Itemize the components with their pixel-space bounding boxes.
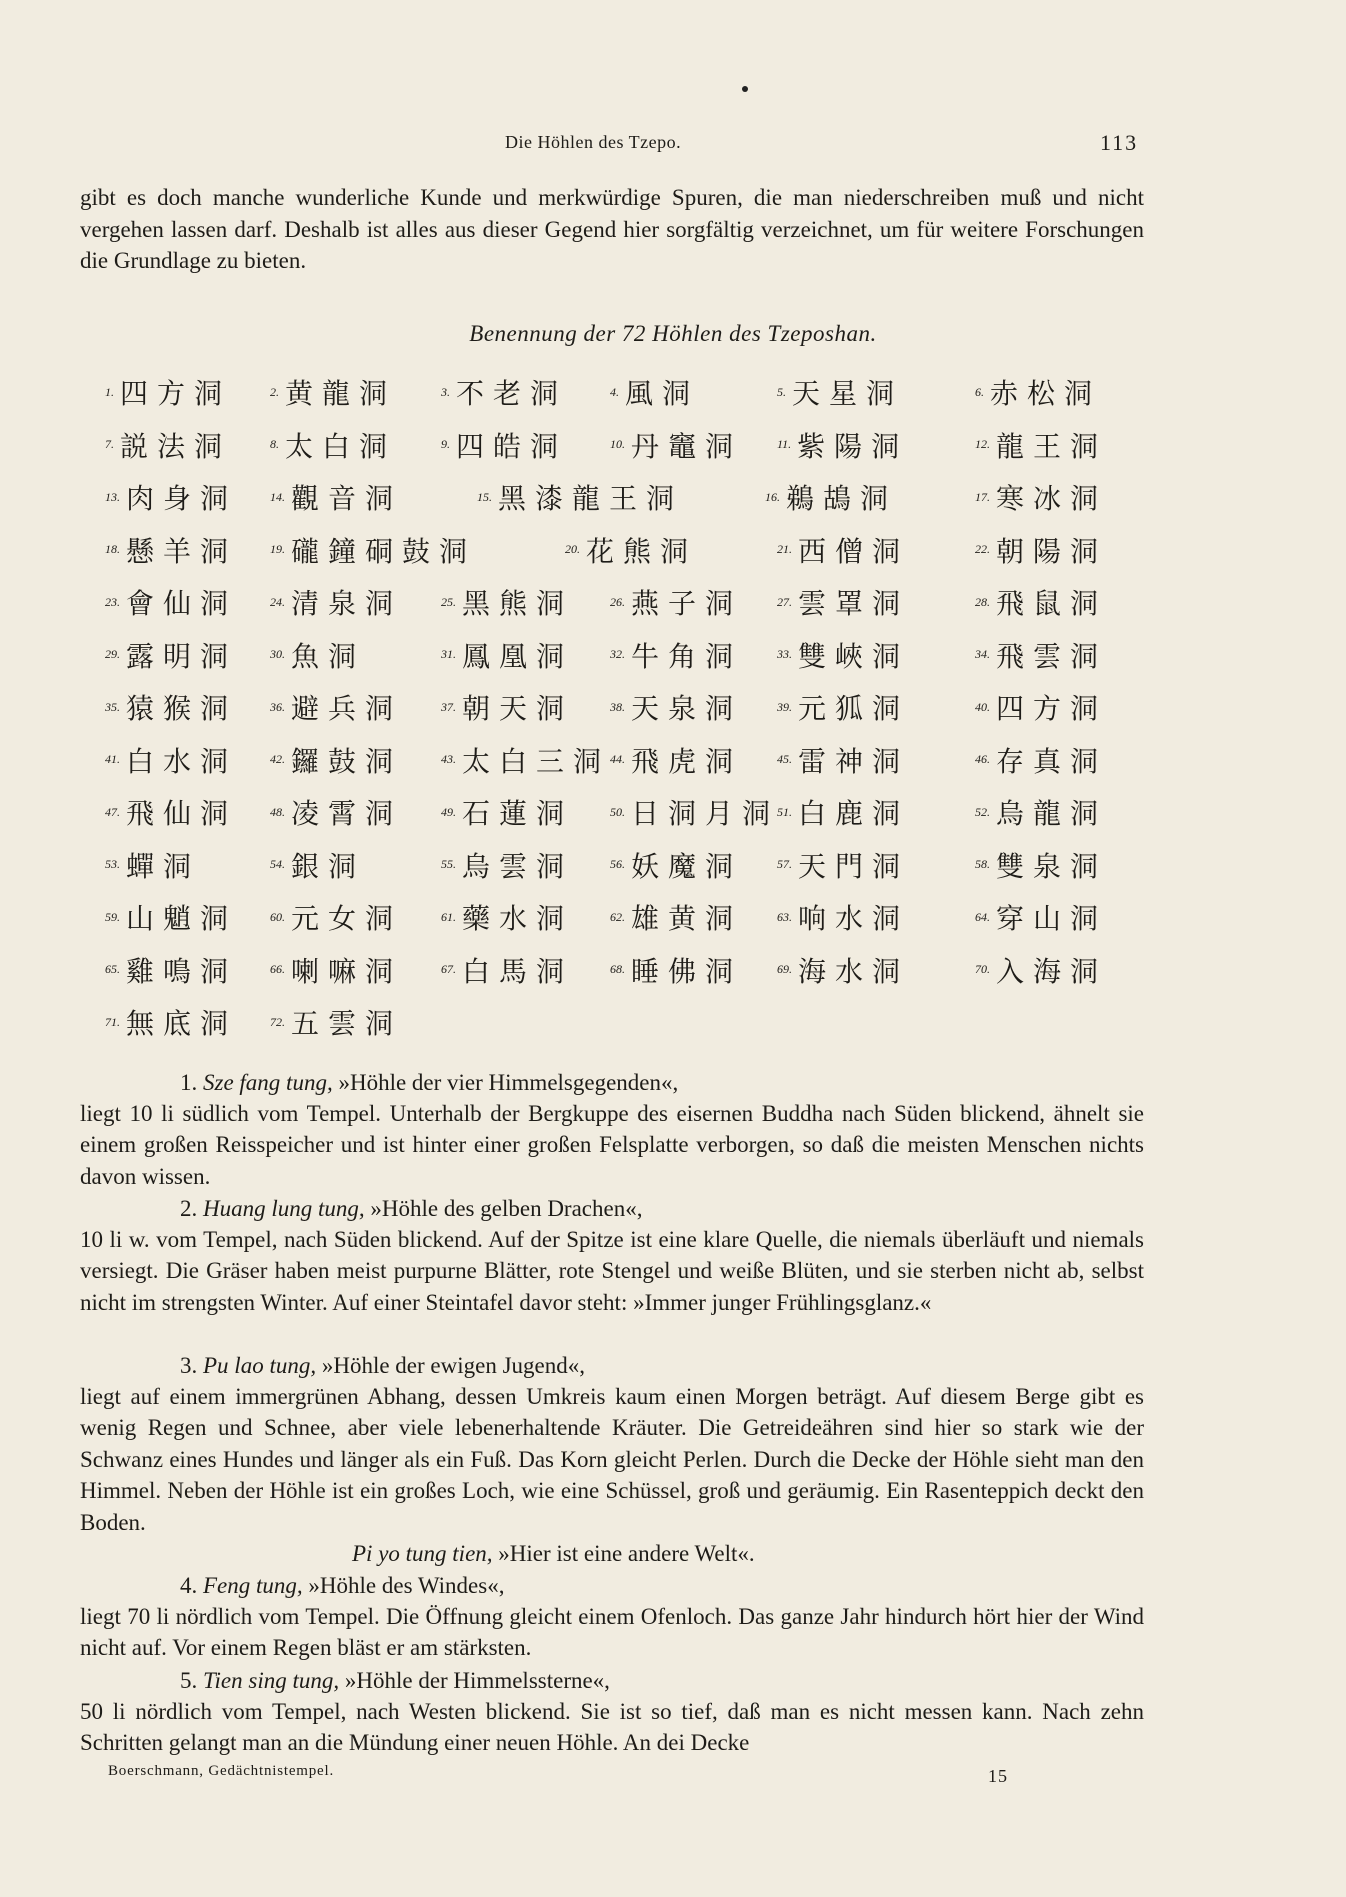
- cave-entry: [105, 897, 237, 937]
- cave-number: 65.: [105, 962, 120, 976]
- cave-entry: [975, 792, 1107, 832]
- cave-number: 47.: [105, 804, 120, 819]
- cave-names-table: [105, 372, 1135, 1055]
- cave-number: 12.: [975, 437, 990, 451]
- cave-number: 22.: [975, 542, 990, 556]
- cave-entry: [105, 425, 231, 465]
- cave-name: 白馬洞: [462, 954, 574, 988]
- cave-row: [105, 740, 1135, 793]
- cave-name: 睡佛洞: [631, 954, 743, 988]
- cave-number: 31.: [441, 647, 456, 661]
- cave-entry: [777, 740, 909, 780]
- cave-name: 烏龍洞: [996, 797, 1108, 830]
- footer-signature: Boerschmann, Gedächtnistempel.: [108, 1763, 335, 1779]
- cave-entry: [975, 477, 1107, 517]
- entry-number: 3.: [180, 1353, 198, 1378]
- entry-body: 10 li w. vom Tempel, nach Süden blickend. Auf der Spitze ist eine klare Quelle, die niemals überläuft und niemals versiegt. Die Gräser haben meist purpurne Blätter, rote Stengel und weiße Blüten, und sie sterben nicht ab, selbst nicht im strengsten Winter. Auf einer Steintafel davor steht: »Immer junger Frühlingsglanz.«: [80, 1227, 1144, 1315]
- cave-number: 69.: [777, 962, 792, 976]
- cave-number: 8.: [270, 437, 279, 451]
- cave-name: 肉身洞: [126, 482, 238, 515]
- cave-number: 26.: [610, 594, 625, 609]
- cave-row: [105, 687, 1135, 740]
- cave-number: 46.: [975, 752, 990, 766]
- cave-number: 60.: [270, 909, 285, 924]
- cave-entry: [105, 687, 237, 727]
- cave-name: 龍王洞: [996, 429, 1108, 463]
- entry-number: 1.: [180, 1070, 198, 1095]
- cave-name: 紫陽洞: [797, 429, 909, 463]
- cave-name: 太白洞: [285, 429, 397, 463]
- cave-number: 21.: [777, 542, 792, 556]
- cave-entry: [270, 897, 402, 937]
- cave-entry: [975, 897, 1107, 937]
- cave-row: [105, 582, 1135, 635]
- cave-number: 42.: [270, 752, 285, 766]
- cave-number: 15.: [477, 489, 492, 504]
- cave-name: 觀音洞: [291, 482, 403, 515]
- cave-name: 雷神洞: [798, 744, 910, 778]
- cave-number: 25.: [441, 594, 456, 609]
- cave-name: 天門洞: [798, 849, 910, 883]
- ink-dot: [742, 86, 748, 92]
- cave-entry: [975, 950, 1107, 990]
- cave-number: 68.: [610, 962, 625, 976]
- cave-entry: [777, 425, 908, 465]
- cave-row: [105, 792, 1135, 845]
- cave-entry: [565, 530, 697, 570]
- cave-number: 30.: [270, 647, 285, 661]
- cave-number: 35.: [105, 699, 120, 714]
- cave-entry: [105, 477, 237, 517]
- cave-name: 山魈洞: [126, 902, 238, 935]
- cave-row: [105, 897, 1135, 950]
- cave-number: 40.: [975, 699, 990, 714]
- entry-heading: [180, 1665, 610, 1696]
- cave-number: 52.: [975, 804, 990, 819]
- entry-romanization: Tien sing tung,: [203, 1668, 340, 1693]
- cave-name: 黑熊洞: [462, 587, 574, 620]
- motto-romanization: Pi yo tung tien,: [352, 1541, 493, 1566]
- cave-name: 元女洞: [291, 902, 403, 935]
- cave-name: 四方洞: [120, 377, 232, 410]
- cave-name: 四皓洞: [456, 429, 568, 463]
- cave-name: 懸羊洞: [126, 534, 238, 568]
- cave-entry: [975, 425, 1107, 465]
- cave-number: 28.: [975, 594, 990, 609]
- cave-entry: [441, 792, 573, 832]
- cave-number: 10.: [610, 437, 625, 451]
- cave-number: 24.: [270, 594, 285, 609]
- cave-number: 53.: [105, 857, 120, 871]
- cave-name: 會仙洞: [126, 587, 238, 620]
- cave-number: 5.: [777, 384, 786, 399]
- cave-entry: [105, 582, 237, 622]
- cave-entry: [270, 530, 476, 570]
- cave-entry: [270, 792, 402, 832]
- cave-entry: [441, 687, 573, 727]
- cave-name: 白水洞: [126, 744, 238, 778]
- cave-entry: [270, 740, 402, 780]
- cave-name: 元狐洞: [798, 692, 910, 725]
- cave-number: 62.: [610, 909, 625, 924]
- cave-name: 飛鼠洞: [996, 587, 1108, 620]
- page-number: 113: [1100, 130, 1139, 155]
- cave-name: 赤松洞: [990, 377, 1102, 410]
- cave-number: 23.: [105, 594, 120, 609]
- cave-number: 43.: [441, 752, 456, 766]
- entry-body: liegt 70 li nördlich vom Tempel. Die Öffnung gleicht einem Ofenloch. Das ganze Jahr hindurch hört hier der Wind nicht auf. Vor einem Regen bläst er am stärksten.: [80, 1604, 1144, 1661]
- cave-name: 魚洞: [291, 639, 366, 673]
- cave-number: 19.: [270, 542, 285, 556]
- cave-entry: [270, 1002, 402, 1042]
- cave-name: 凌霄洞: [291, 797, 403, 830]
- cave-number: 32.: [610, 647, 625, 661]
- cave-number: 2.: [270, 384, 279, 399]
- cave-entry: [777, 530, 909, 570]
- cave-row: [105, 950, 1135, 1003]
- cave-entry: [610, 425, 742, 465]
- entry-heading: [180, 1193, 642, 1224]
- cave-entry: [270, 950, 402, 990]
- cave-entry: [105, 845, 200, 885]
- cave-name: 雞鳴洞: [126, 954, 238, 988]
- cave-name: 石蓮洞: [462, 797, 574, 830]
- cave-name: 朝陽洞: [996, 534, 1108, 568]
- cave-entry: [777, 582, 909, 622]
- cave-name: 烏雲洞: [462, 849, 574, 883]
- cave-list-title: Benennung der 72 Höhlen des Tzeposhan.: [469, 321, 877, 346]
- cave-name: 礲鐘硐鼓洞: [291, 534, 477, 568]
- cave-name: 西僧洞: [798, 534, 910, 568]
- cave-name: 猿猴洞: [126, 692, 238, 725]
- cave-row: [105, 530, 1135, 583]
- cave-name: 鑼鼓洞: [291, 744, 403, 778]
- cave-name: 寒冰洞: [996, 482, 1108, 515]
- entry-translation: »Höhle der vier Himmelsgegenden«,: [338, 1070, 679, 1095]
- cave-number: 50.: [610, 804, 625, 819]
- cave-number: 48.: [270, 804, 285, 819]
- cave-number: 58.: [975, 857, 990, 871]
- cave-number: 59.: [105, 909, 120, 924]
- cave-number: 55.: [441, 857, 456, 871]
- cave-entry: [441, 372, 567, 412]
- cave-entry: [610, 897, 742, 937]
- cave-entry: [105, 792, 237, 832]
- cave-entry: [441, 740, 610, 780]
- cave-entry: [270, 372, 396, 412]
- cave-name: 飛仙洞: [126, 797, 238, 830]
- cave-entry: [610, 687, 742, 727]
- cave-number: 51.: [777, 804, 792, 819]
- cave-number: 1.: [105, 384, 114, 399]
- cave-entry: [610, 740, 742, 780]
- entry-translation: »Höhle der Himmelssterne«,: [344, 1668, 610, 1693]
- cave-name: 雙泉洞: [996, 849, 1108, 883]
- cave-entry: [477, 477, 683, 517]
- cave-number: 70.: [975, 962, 990, 976]
- cave-name: 响水洞: [798, 902, 910, 935]
- cave-entry: [610, 635, 742, 675]
- cave-number: 57.: [777, 857, 792, 871]
- cave-name: 露明洞: [126, 639, 238, 673]
- cave-number: 9.: [441, 437, 450, 451]
- cave-entry: [270, 687, 402, 727]
- cave-name: 白鹿洞: [798, 797, 910, 830]
- cave-entry: [777, 950, 909, 990]
- cave-number: 3.: [441, 384, 450, 399]
- cave-name: 黑漆龍王洞: [498, 482, 684, 515]
- cave-name: 海水洞: [798, 954, 910, 988]
- cave-name: 妖魔洞: [631, 849, 743, 883]
- entry-body: 50 li nördlich vom Tempel, nach Westen blickend. Sie ist so tief, daß man es nicht messen kann. Nach zehn Schritten gelangt man an die Mündung einer neuen Höhle. An dei Decke: [80, 1699, 1144, 1756]
- cave-name: 藥水洞: [462, 902, 574, 935]
- running-header: Die Höhlen des Tzepo.: [505, 132, 682, 152]
- cave-number: 72.: [270, 1014, 285, 1029]
- cave-number: 16.: [765, 489, 780, 504]
- cave-number: 64.: [975, 909, 990, 924]
- cave-entry: [765, 477, 897, 517]
- cave-name: 説法洞: [120, 429, 232, 463]
- cave-number: 61.: [441, 909, 456, 924]
- cave-entry: [441, 425, 567, 465]
- cave-entry: [777, 792, 909, 832]
- cave-number: 37.: [441, 699, 456, 714]
- cave-row: [105, 372, 1135, 425]
- entry-romanization: Pu lao tung,: [203, 1353, 317, 1378]
- cave-entry: [270, 425, 396, 465]
- cave-number: 71.: [105, 1014, 120, 1029]
- entry-number: 2.: [180, 1196, 198, 1221]
- cave-entry: [975, 740, 1107, 780]
- intro-paragraph: gibt es doch manche wunderliche Kunde und merkwürdige Spuren, die man niederschreiben muß und nicht vergehen lassen darf. Deshalb ist alles aus dieser Gegend hier sorgfältig verzeichnet, um für weitere Forschungen die Grundlage zu bieten.: [80, 185, 1144, 273]
- cave-row: [105, 425, 1135, 478]
- cave-number: 17.: [975, 489, 990, 504]
- cave-number: 20.: [565, 542, 580, 556]
- cave-entry: [610, 582, 742, 622]
- cave-entry: [610, 845, 742, 885]
- cave-number: 67.: [441, 962, 456, 976]
- cave-name: 雙峽洞: [798, 639, 910, 673]
- cave-number: 56.: [610, 857, 625, 871]
- cave-number: 36.: [270, 699, 285, 714]
- cave-name: 天星洞: [792, 377, 904, 410]
- entry-body: liegt 10 li südlich vom Tempel. Unterhalb der Bergkuppe des eisernen Buddha nach Süden blickend, ähnelt sie einem großen Reisspeicher und ist hinter einer großen Felsplatte verborgen, so daß die meisten Menschen nichts davon wissen.: [80, 1101, 1144, 1189]
- cave-entry: [975, 530, 1107, 570]
- entry-heading: [180, 1570, 504, 1601]
- cave-number: 6.: [975, 384, 984, 399]
- cave-number: 49.: [441, 804, 456, 819]
- entry-romanization: Huang lung tung,: [203, 1196, 365, 1221]
- cave-row: [105, 477, 1135, 530]
- cave-name: 銀洞: [291, 849, 366, 883]
- entry-romanization: Feng tung,: [203, 1573, 303, 1598]
- entry-translation: »Höhle des Windes«,: [308, 1573, 505, 1598]
- cave-entry: [105, 635, 237, 675]
- cave-row: [105, 1002, 1135, 1055]
- cave-name: 朝天洞: [462, 692, 574, 725]
- cave-number: 45.: [777, 752, 792, 766]
- cave-entry: [441, 635, 573, 675]
- cave-number: 39.: [777, 699, 792, 714]
- cave-entry: [777, 845, 909, 885]
- cave-entry: [777, 897, 909, 937]
- cave-entry: [270, 477, 402, 517]
- cave-entry: [975, 845, 1107, 885]
- entry-number: 5.: [180, 1668, 198, 1693]
- cave-number: 54.: [270, 857, 285, 871]
- entry-motto: [352, 1538, 755, 1569]
- cave-entry: [105, 1002, 237, 1042]
- cave-name: 避兵洞: [291, 692, 403, 725]
- cave-entry: [777, 635, 909, 675]
- entry-number: 4.: [180, 1573, 198, 1598]
- cave-name: 鳳凰洞: [462, 639, 574, 673]
- cave-entry: [270, 635, 365, 675]
- cave-name: 飛虎洞: [631, 744, 743, 778]
- cave-entry: [105, 740, 237, 780]
- cave-number: 4.: [610, 384, 619, 399]
- cave-name: 牛角洞: [631, 639, 743, 673]
- cave-name: 天泉洞: [631, 692, 743, 725]
- cave-number: 29.: [105, 647, 120, 661]
- cave-name: 丹竈洞: [631, 429, 743, 463]
- cave-number: 11.: [777, 437, 792, 451]
- cave-entry: [610, 950, 742, 990]
- cave-name: 穿山洞: [996, 902, 1108, 935]
- entry-romanization: Sze fang tung,: [203, 1070, 333, 1095]
- cave-number: 33.: [777, 647, 792, 661]
- cave-number: 63.: [777, 909, 792, 924]
- cave-number: 7.: [105, 437, 114, 451]
- cave-row: [105, 845, 1135, 898]
- cave-name: 雄黄洞: [631, 902, 743, 935]
- cave-name: 清泉洞: [291, 587, 403, 620]
- cave-entry: [441, 897, 573, 937]
- cave-name: 不老洞: [456, 377, 568, 410]
- entry-translation: »Höhle des gelben Drachen«,: [370, 1196, 643, 1221]
- cave-name: 黄龍洞: [285, 377, 397, 410]
- cave-name: 無底洞: [126, 1007, 238, 1040]
- cave-entry: [270, 845, 365, 885]
- cave-entry: [975, 372, 1101, 412]
- cave-entry: [975, 582, 1107, 622]
- cave-number: 44.: [610, 752, 625, 766]
- cave-name: 太白三洞: [462, 744, 611, 778]
- cave-name: 入海洞: [996, 954, 1108, 988]
- cave-name: 鵜鴣洞: [786, 482, 898, 515]
- cave-entry: [105, 530, 237, 570]
- entry-heading: [180, 1067, 678, 1098]
- entry-translation: »Höhle der ewigen Jugend«,: [321, 1353, 585, 1378]
- cave-number: 38.: [610, 699, 625, 714]
- cave-number: 41.: [105, 752, 120, 766]
- cave-entry: [610, 372, 699, 412]
- cave-entry: [441, 950, 573, 990]
- cave-entry: [975, 687, 1107, 727]
- cave-number: 27.: [777, 594, 792, 609]
- cave-name: 雲罩洞: [798, 587, 910, 620]
- cave-entry: [610, 792, 779, 832]
- cave-name: 存真洞: [996, 744, 1108, 778]
- footer-sheet-number: 15: [988, 1766, 1008, 1786]
- cave-number: 13.: [105, 489, 120, 504]
- cave-name: 四方洞: [996, 692, 1108, 725]
- cave-name: 喇嘛洞: [291, 954, 403, 988]
- cave-entry: [777, 372, 903, 412]
- cave-name: 日洞月洞: [631, 797, 780, 830]
- entry-body: liegt auf einem immergrünen Abhang, dessen Umkreis kaum einen Morgen beträgt. Auf diesem Berge gibt es wenig Regen und Schnee, aber viele lebenerhaltende Kräuter. Die Getreideähren sind hier so stark wie der Schwanz eines Hundes und länger als ein Fuß. Das Korn gleicht Perlen. Durch die Decke der Höhle sieht man den Himmel. Neben der Höhle ist ein großes Loch, wie eine Schüssel, groß und geräumig. Ein Rasenteppich deckt den Boden.: [80, 1384, 1144, 1535]
- cave-entry: [105, 950, 237, 990]
- cave-number: 14.: [270, 489, 285, 504]
- cave-row: [105, 635, 1135, 688]
- cave-entry: [105, 372, 231, 412]
- cave-number: 18.: [105, 542, 120, 556]
- cave-entry: [441, 582, 573, 622]
- cave-entry: [975, 635, 1107, 675]
- motto-translation: »Hier ist eine andere Welt«.: [498, 1541, 755, 1566]
- cave-name: 飛雲洞: [996, 639, 1108, 673]
- cave-name: 五雲洞: [291, 1007, 403, 1040]
- cave-name: 燕子洞: [631, 587, 743, 620]
- cave-number: 66.: [270, 962, 285, 976]
- entry-heading: [180, 1350, 585, 1381]
- cave-name: 花熊洞: [586, 534, 698, 568]
- cave-name: 風洞: [625, 377, 700, 410]
- cave-name: 蟬洞: [126, 849, 201, 883]
- cave-entry: [777, 687, 909, 727]
- cave-entry: [270, 582, 402, 622]
- cave-number: 34.: [975, 647, 990, 661]
- cave-entry: [441, 845, 573, 885]
